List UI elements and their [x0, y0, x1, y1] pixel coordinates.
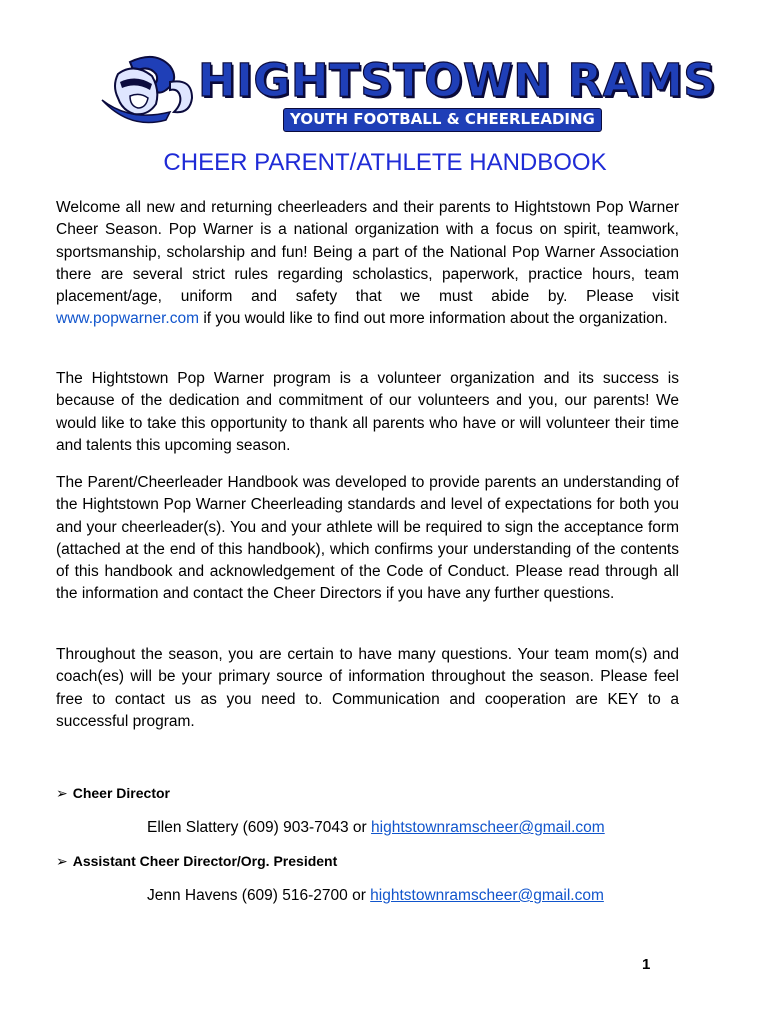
cheer-director-role: Cheer Director — [72, 785, 170, 801]
popwarner-link[interactable]: www.popwarner.com — [56, 310, 200, 328]
volunteer-text: The Hightstown Pop Warner program is a volunteer organization and its success is because of the dedication and commitment of our volunteers and you, our parents! We would like to take this opportunity to thank all parents who have or will volunteer their time and talents this upcoming season. — [56, 370, 679, 454]
intro-text-end: if you would like to find out more information about the organization. — [199, 310, 668, 328]
handbook-text: The Parent/Cheerleader Handbook was developed to provide parents an understanding of the Hightstown Pop Warner Cheerleading standards and level of expectations for both you and your cheerleader(s). You and your athlete will be required to sign the acceptance form (attached at the end of this handbook), which confirms your understanding of the contents of this handbook and acknowledgement of the Code of Conduct. Please read through all the information and contact the Cheer Directors if you have any further questions. — [56, 474, 679, 603]
intro-paragraph — [56, 197, 679, 331]
logo-subtitle: YOUTH FOOTBALL & CHEERLEADING — [283, 108, 602, 132]
assistant-director-info: Jenn Havens (609) 516-2700 or — [147, 887, 371, 904]
arrow-bullet-icon: ➢ — [56, 786, 68, 802]
arrow-bullet-icon: ➢ — [56, 854, 68, 870]
intro-text: Welcome all new and returning cheerleaders and their parents to Hightstown Pop Warner Cheer Season. Pop Warner is a national organization with a focus on spirit, teamwork, sportsmanship, scholarship and fun! Being a part of the National Pop Warner Association there are several strict rules regarding scholastics, paperwork, practice hours, team placement/age, uniform and safety that we must abide by. Please visit — [56, 199, 679, 306]
questions-text: Throughout the season, you are certain to have many questions. Your team mom(s) and coach(es) will be your primary source of information throughout the season. Please feel free to contact us as you need to. Communication and cooperation are KEY to a successful program. — [56, 646, 679, 730]
cheer-director-contact — [147, 818, 605, 838]
assistant-director-contact — [147, 886, 604, 906]
assistant-director-email-link[interactable]: hightstownramscheer@gmail.com — [370, 887, 604, 904]
ram-mascot-icon — [100, 52, 198, 134]
assistant-director-heading — [56, 852, 337, 871]
cheer-director-heading — [56, 784, 170, 803]
handbook-paragraph — [56, 472, 679, 606]
cheer-director-info: Ellen Slattery (609) 903-7043 or — [147, 819, 372, 836]
questions-paragraph — [56, 644, 679, 733]
page-number: 1 — [642, 956, 651, 973]
assistant-director-role: Assistant Cheer Director/Org. President — [72, 853, 338, 869]
logo-title: HIGHTSTOWN RAMS — [198, 54, 717, 107]
cheer-director-email-link[interactable]: hightstownramscheer@gmail.com — [371, 819, 605, 836]
header-logo — [100, 52, 717, 137]
volunteer-paragraph — [56, 368, 679, 457]
document-title: CHEER PARENT/ATHLETE HANDBOOK — [163, 149, 607, 176]
